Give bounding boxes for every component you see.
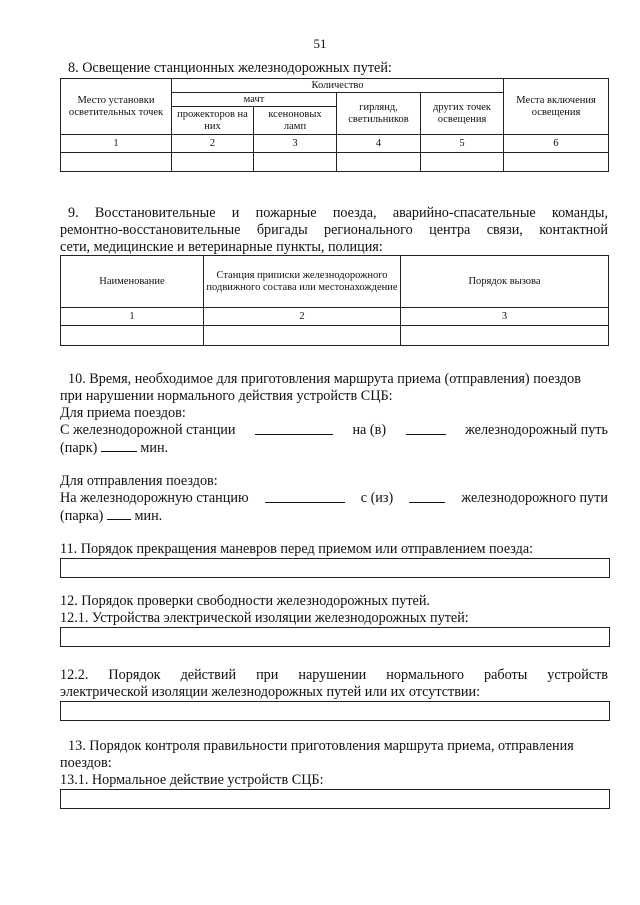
header-call-order: Порядок вызова — [401, 256, 609, 308]
lighting-table — [60, 78, 609, 172]
section-12-1-title: 12.1. Устройства электрической изоляции железнодорожных путей: — [60, 610, 469, 626]
empty-cell[interactable] — [254, 153, 337, 172]
header-other-points: других точек освещения — [421, 93, 504, 135]
receive-title: Для приема поездов: — [60, 405, 186, 421]
col-number: 4 — [337, 135, 421, 153]
section-9-line-2: ремонтно-восстановительные бригады регионального центра связи, контактной — [60, 222, 608, 238]
send-title: Для отправления поездов: — [60, 473, 218, 489]
section-12-2-line-2: электрической изоляции железнодорожных путей или их отсутствии: — [60, 684, 481, 700]
empty-cell[interactable] — [421, 153, 504, 172]
section-12-title: 12. Порядок проверки свободности железнодорожных путей. — [60, 593, 430, 609]
header-station: Станция приписки железнодорожного подвижного состава или местонахождение — [204, 256, 401, 308]
empty-cell[interactable] — [61, 153, 172, 172]
col-number: 2 — [204, 308, 401, 326]
rescue-table — [60, 255, 609, 346]
empty-cell[interactable] — [172, 153, 254, 172]
receive-park-line: (парк) мин. — [60, 440, 169, 456]
header-place: Место установки осветительных точек — [61, 79, 172, 135]
empty-cell[interactable] — [401, 326, 609, 346]
empty-cell[interactable] — [337, 153, 421, 172]
park-blank[interactable] — [107, 507, 131, 520]
col-number: 3 — [254, 135, 337, 153]
col-number: 6 — [504, 135, 609, 153]
section-13-1-answer-box[interactable] — [60, 789, 610, 809]
track-blank[interactable] — [409, 490, 445, 503]
col-number: 2 — [172, 135, 254, 153]
page-number: 51 — [313, 36, 327, 51]
section-8-title: 8. Освещение станционных железнодорожных путей: — [68, 60, 392, 76]
section-13-line-2: поездов: — [60, 755, 112, 771]
section-12-1-answer-box[interactable] — [60, 627, 610, 647]
park-blank[interactable] — [101, 439, 137, 452]
header-quantity: Количество — [172, 79, 504, 93]
col-number: 3 — [401, 308, 609, 326]
station-blank[interactable] — [255, 422, 333, 435]
section-10-line-2: при нарушении нормального действия устройств СЦБ: — [60, 388, 393, 404]
station-blank[interactable] — [265, 490, 345, 503]
section-11-title: 11. Порядок прекращения маневров перед приемом или отправлением поезда: — [60, 541, 534, 557]
track-blank[interactable] — [406, 422, 446, 435]
section-12-2-line-1: 12.2. Порядок действий при нарушении нормального работы устройств — [60, 667, 608, 683]
header-xenon: ксеноновых ламп — [254, 107, 337, 135]
header-switch-places: Места включения освещения — [504, 79, 609, 135]
col-number: 1 — [61, 308, 204, 326]
section-13-1-title: 13.1. Нормальное действие устройств СЦБ: — [60, 772, 324, 788]
empty-cell[interactable] — [204, 326, 401, 346]
header-spotlights: прожекторов на них — [172, 107, 254, 135]
col-number: 1 — [61, 135, 172, 153]
header-masts: мачт — [172, 93, 337, 107]
header-name: Наименование — [61, 256, 204, 308]
col-number: 5 — [421, 135, 504, 153]
empty-cell[interactable] — [61, 326, 204, 346]
section-9-line-1: 9. Восстановительные и пожарные поезда, аварийно-спасательные команды, — [68, 205, 608, 221]
section-13-line-1: 13. Порядок контроля правильности приготовления маршрута приема, отправления — [68, 738, 574, 754]
section-11-answer-box[interactable] — [60, 558, 610, 578]
section-9-line-3: сети, медицинские и ветеринарные пункты, полиция: — [60, 239, 383, 255]
header-garlands: гирлянд, светильников — [337, 93, 421, 135]
section-10-line-1: 10. Время, необходимое для приготовления маршрута приема (отправления) поездов — [68, 371, 581, 387]
send-park-line: (парка) мин. — [60, 508, 163, 524]
send-line: На железнодорожную станцию с (из) железнодорожного пути — [60, 490, 608, 506]
receive-line: С железнодорожной станции на (в) железнодорожный путь — [60, 422, 608, 438]
empty-cell[interactable] — [504, 153, 609, 172]
section-12-2-answer-box[interactable] — [60, 701, 610, 721]
